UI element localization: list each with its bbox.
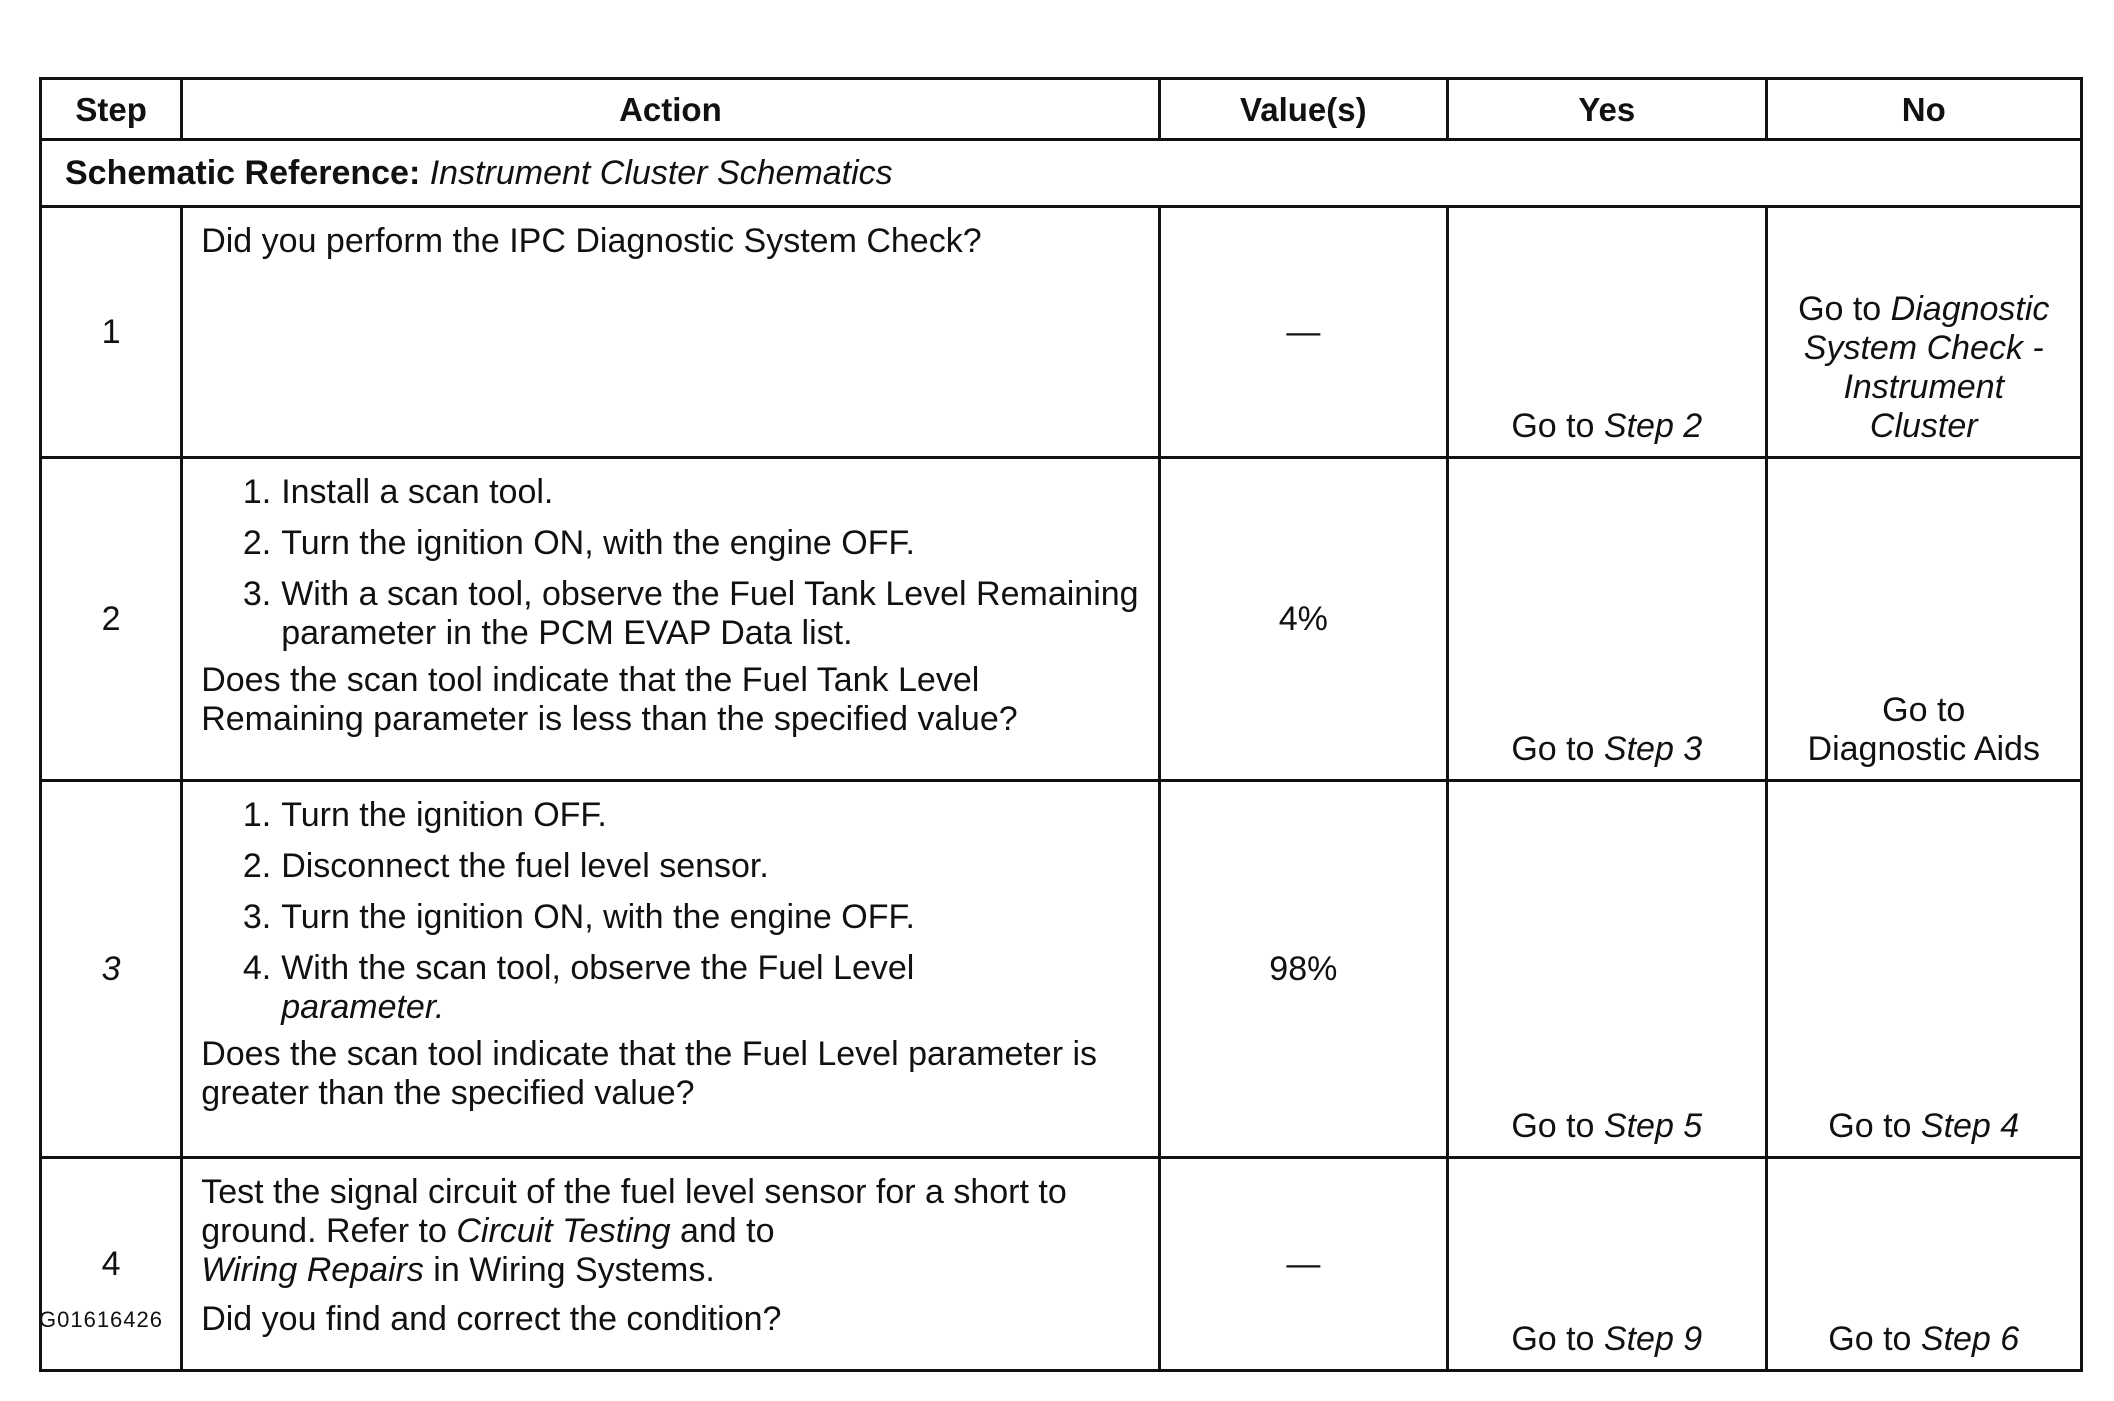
yes-prefix: Go to: [1511, 730, 1604, 768]
header-row: [41, 79, 2082, 140]
yes-step-link[interactable]: Step 3: [1603, 730, 1703, 768]
action-step: 2. Disconnect the fuel level sensor.: [242, 847, 769, 885]
yes-prefix: Go to: [1511, 407, 1604, 445]
action-step-text: Turn the ignition OFF.: [281, 796, 607, 834]
action-question: Does the scan tool indicate that the Fuel Level parameter is greater than the specified value?: [201, 1035, 1098, 1112]
action-text: Test the signal circuit of the fuel level sensor for a short to ground. Refer to: [201, 1173, 1067, 1250]
step-number: 1: [41, 207, 182, 458]
no-cell: [1766, 1158, 2082, 1371]
header-yes: Yes: [1448, 79, 1766, 140]
no-prefix: Go to: [1798, 290, 1891, 328]
action-step-text: With a scan tool, observe the Fuel Tank Level Remaining parameter in the PCM EVAP Data list.: [281, 575, 1139, 652]
action-step: 1. Turn the ignition OFF.: [242, 796, 607, 834]
no-step-link[interactable]: Step 6: [1920, 1320, 2020, 1358]
no-diagnostic-link[interactable]: Diagnostic System Check - Instrument Cluster: [1803, 290, 2050, 445]
no-step-link[interactable]: Step 4: [1920, 1107, 2020, 1145]
action-step-text: Turn the ignition ON, with the engine OFF.: [281, 898, 915, 936]
no-cell: [1766, 207, 2082, 458]
yes-prefix: Go to: [1511, 1107, 1604, 1145]
header-no: No: [1766, 79, 2082, 140]
action-step-text: With the scan tool, observe the Fuel Level: [281, 949, 915, 987]
yes-cell: [1448, 458, 1766, 781]
schematic-reference-label: Schematic Reference:: [65, 153, 421, 192]
table-row: [41, 1158, 2082, 1371]
value-cell: —: [1159, 1158, 1447, 1371]
no-cell: [1766, 781, 2082, 1158]
yes-cell: [1448, 1158, 1766, 1371]
step-number: 4: [41, 1158, 182, 1371]
table-row: [41, 458, 2082, 781]
value-cell: 4%: [1159, 458, 1447, 781]
action-steps-list: [201, 796, 1139, 1027]
header-action: Action: [182, 79, 1159, 140]
yes-step-link[interactable]: Step 2: [1603, 407, 1703, 445]
schematic-reference-value: Instrument Cluster Schematics: [429, 153, 893, 192]
no-line-1: Go to: [1882, 691, 1966, 729]
action-step: 3. Turn the ignition ON, with the engine OFF.: [242, 898, 915, 936]
action-question: Did you find and correct the condition?: [201, 1300, 782, 1338]
action-step: 2. Turn the ignition ON, with the engine OFF.: [242, 524, 915, 562]
header-values: Value(s): [1159, 79, 1447, 140]
action-step-text: Install a scan tool.: [281, 473, 554, 511]
yes-step-link[interactable]: Step 9: [1603, 1320, 1703, 1358]
diagnostic-table: [39, 77, 2083, 1372]
action-step: 1. Install a scan tool.: [242, 473, 554, 511]
action-text: in Wiring Systems.: [423, 1251, 715, 1289]
header-step: Step: [41, 79, 182, 140]
action-cell: [182, 207, 1159, 458]
no-cell: [1766, 458, 2082, 781]
no-prefix: Go to: [1828, 1107, 1921, 1145]
action-instruction: [201, 1173, 1139, 1290]
yes-cell: [1448, 781, 1766, 1158]
yes-step-link[interactable]: Step 5: [1603, 1107, 1703, 1145]
action-steps-list: [201, 473, 1139, 653]
action-question: Did you perform the IPC Diagnostic System Check?: [201, 222, 982, 260]
yes-cell: [1448, 207, 1766, 458]
action-step-text: Turn the ignition ON, with the engine OFF.: [281, 524, 915, 562]
value-cell: 98%: [1159, 781, 1447, 1158]
action-cell: [182, 1158, 1159, 1371]
yes-prefix: Go to: [1511, 1320, 1604, 1358]
figure-id: G01616426: [39, 1307, 163, 1332]
table-row: [41, 207, 2082, 458]
table-row: [41, 781, 2082, 1158]
step-number: 2: [41, 458, 182, 781]
schematic-reference-row: [41, 140, 2082, 207]
schematic-reference: [41, 140, 2082, 207]
wiring-repairs-link[interactable]: Wiring Repairs: [201, 1251, 424, 1289]
action-cell: [182, 781, 1159, 1158]
value-cell: —: [1159, 207, 1447, 458]
action-step: 3. With a scan tool, observe the Fuel Tank Level Remaining parameter in the PCM EVAP Data list.: [242, 575, 1139, 652]
action-step-text: Disconnect the fuel level sensor.: [281, 847, 769, 885]
step-number: 3: [41, 781, 182, 1158]
no-prefix: Go to: [1828, 1320, 1921, 1358]
action-cell: [182, 458, 1159, 781]
action-step-text-continued: parameter.: [281, 988, 445, 1026]
no-diagnostic-aids-link[interactable]: Diagnostic Aids: [1807, 730, 2040, 768]
action-question: Does the scan tool indicate that the Fuel Tank Level Remaining parameter is less than the specified value?: [201, 661, 1018, 738]
action-step: 4. With the scan tool, observe the Fuel Level parameter.: [242, 949, 915, 1026]
circuit-testing-link[interactable]: Circuit Testing: [456, 1212, 671, 1250]
action-text: and to: [670, 1212, 775, 1250]
